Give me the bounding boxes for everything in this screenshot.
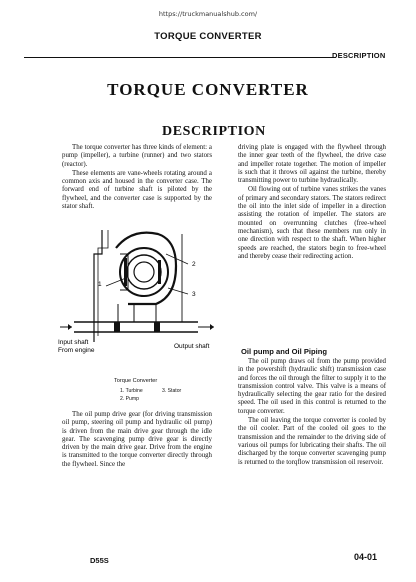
paragraph: Oil flowing out of turbine vanes strikes the vanes of primary and secondary stators. The stators redirect the oil into the inlet side of impeller in a direction assisting the rotation of impeller. The stators are mounted on overrunning clutches (free-wheel mechanism), such that these members run only in one direction with respect to the shaft. When higher speeds are reached, the stators begin to free-wheel and thereby cease their redirecting action. [238,186,386,260]
source-url: https://truckmanualshub.com/ [158,10,258,18]
oil-pump-heading: Oil pump and Oil Piping [241,347,328,356]
section-tag: DESCRIPTION [332,51,386,60]
column-left-bottom [62,411,212,470]
callout-1: 1 [98,281,102,288]
output-shaft-label: Output shaft [174,343,210,350]
torque-converter-diagram [58,224,220,354]
paragraph: The oil pump draws oil from the pump provided in the powershift (hydraulic shift) transmission case and forces the oil through the filter to supply it to the transmission control valve. This valve is a means of hydraulically selecting the gear ratio for the desired speed. The oil used in this control is returned to the torque converter. [238,358,386,415]
figure-legend [120,388,182,403]
column-left-top [62,144,212,212]
legend-item: 2. Pump [120,395,139,402]
from-engine-label: From engine [58,347,95,354]
callout-2: 2 [192,261,196,268]
paragraph: These elements are vane-wheels rotating around a common axis and housed in the converter case. The forward end of turbine shaft is piloted by the flywheel, and the converter case is supported by the stator shaft. [62,169,212,211]
column-right-top [238,144,386,262]
callout-3: 3 [192,291,196,298]
input-shaft-label: Input shaft [58,339,89,346]
paragraph: driving plate is engaged with the flywheel through the inner gear teeth of the flywheel, the drive case and impeller rotate together. The motion of impeller is such that it throws oil against the turbine, thereby transmitting power to turbine hydraulically. [238,144,386,185]
column-right-bottom [238,358,386,468]
cross-section-drawing [58,224,220,354]
figure-caption: Torque Converter [114,378,158,384]
paragraph: The oil pump drive gear (for driving transmission oil pump, steering oil pump and hydraulic oil pump) is driven from the main drive gear through the idle gear. The scavenging pump drive gear is directly driven by the main drive gear. Drive from the engine is transmitted to the torque converter directly through the flywheel. Since the [62,411,212,468]
legend-item: 1. Turbine [120,388,143,394]
legend-item: 3. Stator [162,388,182,394]
model-code: D55S [90,556,109,565]
paragraph: The torque converter has three kinds of element: a pump (impeller), a turbine (runner) and two stators (reactor). [62,144,212,168]
page-number: 04-01 [354,552,378,562]
header-rule [24,57,336,58]
running-title: TORQUE CONVERTER [154,31,262,42]
paragraph: The oil leaving the torque converter is cooled by the oil cooler. Part of the cooled oil goes to the transmission and the remainder to the driving side of various oil pumps for lubricating their shafts. The oil discharged by the torque converter scavenging pump is returned to the torqflow transmission oil reservoir. [238,417,386,466]
section-title: DESCRIPTION [162,124,266,139]
page-title: TORQUE CONVERTER [107,80,309,99]
